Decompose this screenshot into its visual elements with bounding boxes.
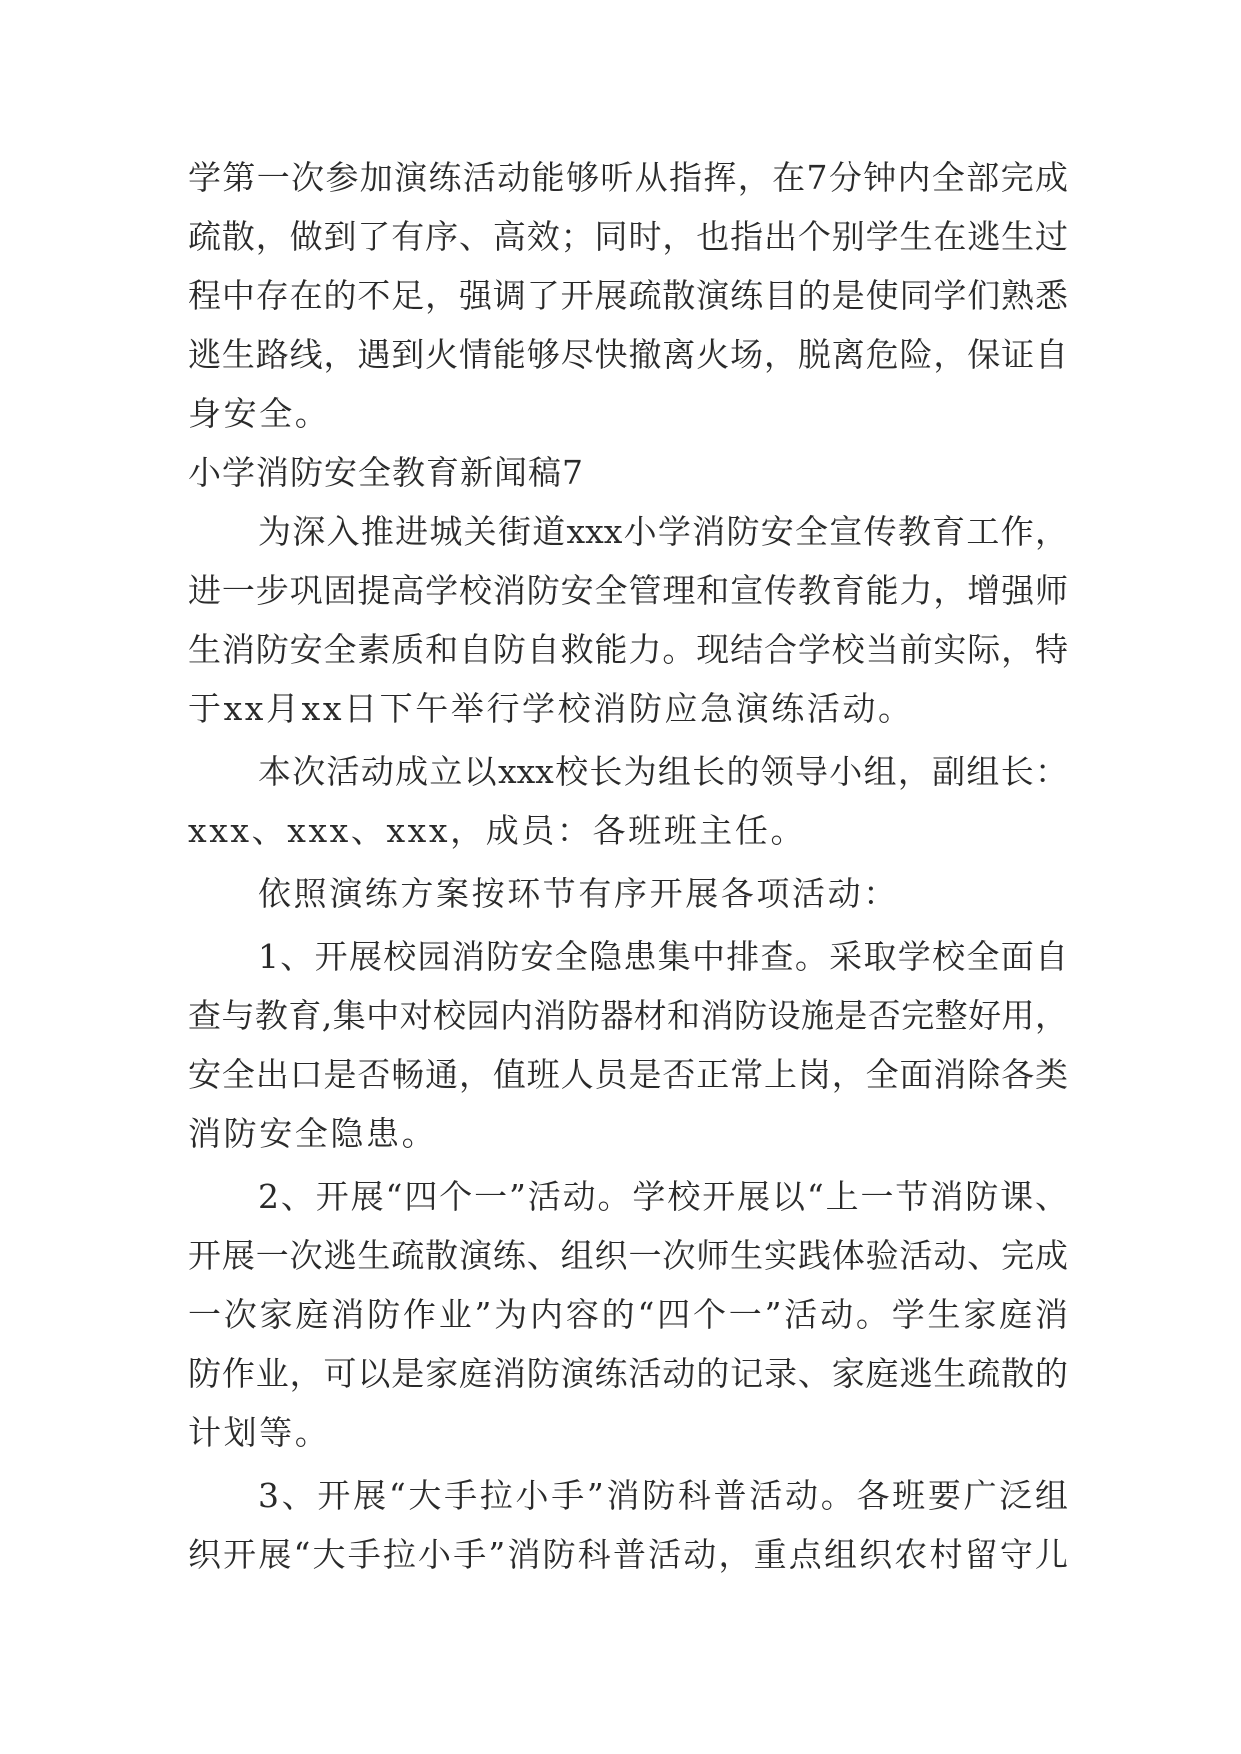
paragraph-line: 进一步巩固提高学校消防安全管理和宣传教育能力，增强师	[188, 571, 1068, 610]
paragraph-line: 防作业，可以是家庭消防演练活动的记录、家庭逃生疏散的	[188, 1354, 1068, 1393]
paragraph-line: 2、开展“四个一”活动。学校开展以“上一节消防课、	[258, 1177, 1068, 1216]
paragraph-line: 于xx月xx日下午举行学校消防应急演练活动。	[188, 689, 914, 728]
paragraph-line: xxx、xxx、xxx，成员：各班班主任。	[188, 811, 807, 850]
paragraph-line: 消防安全隐患。	[188, 1114, 438, 1153]
document-body	[188, 148, 1068, 1584]
paragraph-line: 开展一次逃生疏散演练、组织一次师生实践体验活动、完成	[188, 1236, 1068, 1275]
paragraph-line: 身安全。	[188, 394, 331, 433]
paragraph-line: 安全出口是否畅通，值班人员是否正常上岗，全面消除各类	[188, 1055, 1068, 1094]
paragraph-line: 查与教育,集中对校园内消防器材和消防设施是否完整好用，	[188, 996, 1068, 1035]
paragraph-line: 1、开展校园消防安全隐患集中排查。采取学校全面自	[258, 937, 1068, 976]
paragraph-line: 学第一次参加演练活动能够听从指挥，在7分钟内全部完成	[188, 158, 1068, 197]
paragraph-line: 一次家庭消防作业”为内容的“四个一”活动。学生家庭消	[188, 1295, 1068, 1334]
paragraph-line: 计划等。	[188, 1413, 331, 1452]
paragraph-line: 为深入推进城关街道xxx小学消防安全宣传教育工作，	[258, 512, 1068, 551]
section-title: 小学消防安全教育新闻稿7	[188, 453, 584, 492]
paragraph-line: 3、开展“大手拉小手”消防科普活动。各班要广泛组	[258, 1476, 1068, 1515]
paragraph-line: 本次活动成立以xxx校长为组长的领导小组，副组长：	[258, 752, 1068, 791]
paragraph-line: 生消防安全素质和自防自救能力。现结合学校当前实际，特	[188, 630, 1068, 669]
paragraph-line: 织开展“大手拉小手”消防科普活动，重点组织农村留守儿	[188, 1535, 1068, 1574]
paragraph-line: 依照演练方案按环节有序开展各项活动：	[258, 874, 899, 913]
paragraph-line: 疏散，做到了有序、高效；同时，也指出个别学生在逃生过	[188, 217, 1068, 256]
paragraph-line: 逃生路线，遇到火情能够尽快撤离火场，脱离危险，保证自	[188, 335, 1068, 374]
paragraph-line: 程中存在的不足，强调了开展疏散演练目的是使同学们熟悉	[188, 276, 1068, 315]
